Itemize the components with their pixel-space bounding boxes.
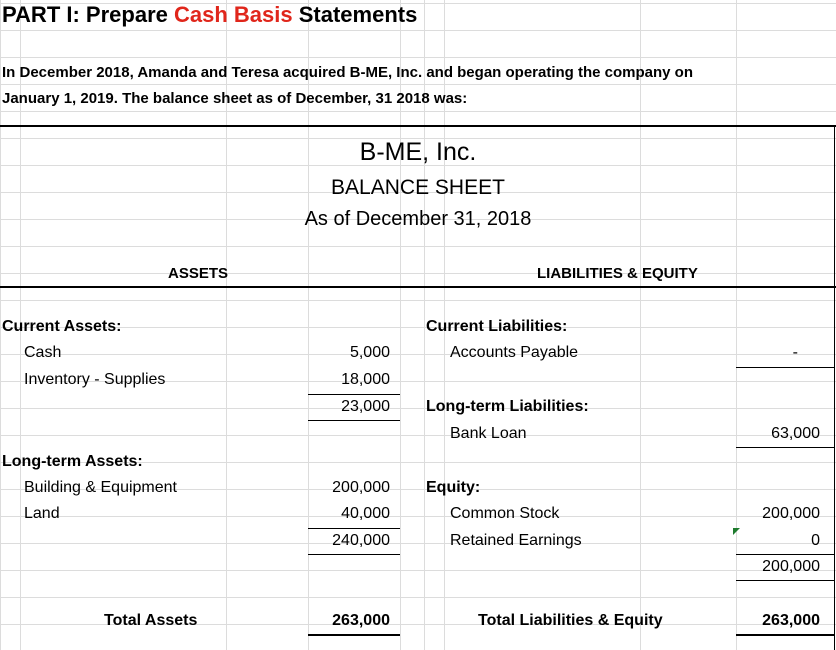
long-term-liabilities-label: Long-term Liabilities: — [426, 398, 589, 415]
company-name: B-ME, Inc. — [359, 138, 477, 166]
statement-title: BALANCE SHEET — [331, 176, 505, 199]
total-liabilities-equity-label: Total Liabilities & Equity — [478, 612, 663, 629]
accounts-payable-underline — [736, 367, 834, 368]
statement-date: As of December 31, 2018 — [304, 208, 532, 230]
total-assets-underline — [308, 634, 400, 636]
cash-label: Cash — [24, 344, 62, 361]
total-liabilities-equity-underline — [736, 634, 834, 636]
current-assets-subtotal: 23,000 — [341, 398, 390, 415]
inventory-value: 18,000 — [341, 371, 390, 388]
title-suffix: Statements — [292, 2, 418, 27]
building-equipment-value: 200,000 — [332, 479, 390, 496]
retained-earnings-label: Retained Earnings — [450, 532, 582, 549]
equity-label: Equity: — [426, 479, 481, 496]
long-term-assets-subtotal-underline — [308, 554, 400, 555]
accounts-payable-value: - — [792, 344, 798, 361]
equity-underline — [736, 554, 834, 555]
accounts-payable-label: Accounts Payable — [450, 344, 579, 361]
intro-line-2: January 1, 2019. The balance sheet as of December, 31 2018 was: — [2, 90, 468, 107]
intro-line-1: In December 2018, Amanda and Teresa acquired B-ME, Inc. and began operating the company on — [2, 64, 694, 81]
equity-subtotal: 200,000 — [762, 558, 820, 575]
bank-loan-underline — [736, 447, 834, 448]
page-title — [2, 2, 417, 28]
assets-header: ASSETS — [168, 265, 229, 282]
long-term-assets-label: Long-term Assets: — [2, 453, 143, 470]
land-label: Land — [24, 505, 60, 522]
current-assets-label: Current Assets: — [2, 318, 122, 335]
retained-earnings-value: 0 — [811, 532, 820, 549]
title-prefix: PART I: Prepare — [2, 2, 174, 27]
sheet-right-border — [834, 125, 835, 650]
common-stock-value: 200,000 — [762, 505, 820, 522]
header-bottom-border — [0, 286, 836, 288]
bank-loan-value: 63,000 — [771, 425, 820, 442]
liabilities-equity-header: LIABILITIES & EQUITY — [537, 265, 698, 282]
inventory-label: Inventory - Supplies — [24, 371, 166, 388]
equity-subtotal-underline — [736, 580, 834, 581]
total-liabilities-equity-value: 263,000 — [762, 612, 820, 629]
total-assets-label: Total Assets — [104, 612, 198, 629]
long-term-assets-subtotal: 240,000 — [332, 532, 390, 549]
bank-loan-label: Bank Loan — [450, 425, 527, 442]
land-value: 40,000 — [341, 505, 390, 522]
building-equipment-label: Building & Equipment — [24, 479, 177, 496]
long-term-assets-underline — [308, 528, 400, 529]
total-assets-value: 263,000 — [332, 612, 390, 629]
title-highlight: Cash Basis — [173, 2, 293, 27]
cash-value: 5,000 — [349, 344, 390, 361]
current-assets-subtotal-underline — [308, 420, 400, 421]
current-liabilities-label: Current Liabilities: — [426, 318, 568, 335]
current-assets-underline — [308, 394, 400, 395]
sheet-top-border — [0, 125, 836, 127]
common-stock-label: Common Stock — [450, 505, 560, 522]
